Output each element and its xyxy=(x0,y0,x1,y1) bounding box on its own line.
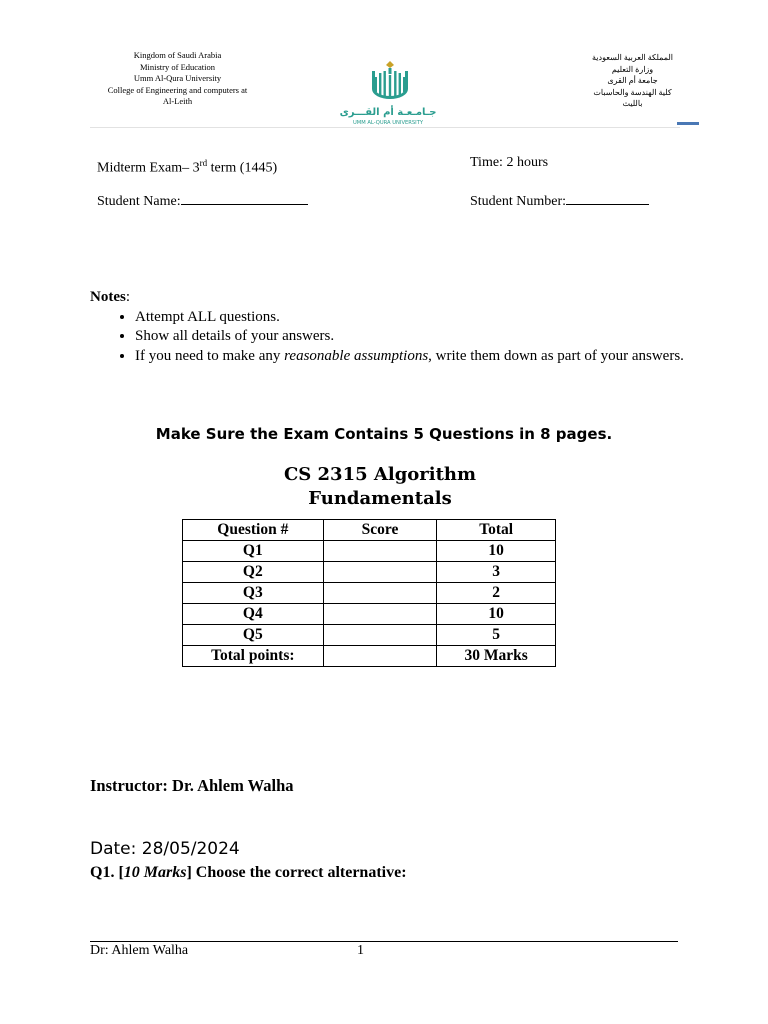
student-number-field[interactable] xyxy=(470,190,649,211)
header-arabic-line: المملكة العربية السعودية xyxy=(592,53,673,62)
score-cell[interactable] xyxy=(323,562,437,583)
notes-item: • If you need to make any reasonable assumptions, write them down as part of your answers. xyxy=(135,347,690,367)
logo-arabic-text: جـامـعـة أم القـــرى xyxy=(339,107,437,118)
question-cell: Q2 xyxy=(183,562,324,583)
total-cell: 10 xyxy=(437,541,556,562)
score-cell[interactable] xyxy=(323,583,437,604)
student-name-blank[interactable] xyxy=(181,190,308,205)
university-logo xyxy=(336,57,440,127)
total-cell: 2 xyxy=(437,583,556,604)
header-arabic-line: بالليث xyxy=(622,99,643,108)
header-question: Question # xyxy=(183,520,324,541)
student-number-blank[interactable] xyxy=(566,190,649,205)
score-table xyxy=(182,519,556,667)
exam-completeness-warning: Make Sure the Exam Contains 5 Questions in 8 pages. xyxy=(155,425,613,443)
header-english-block xyxy=(95,50,260,108)
question-1-heading: Q1. [10 Marks] Choose the correct alternative: xyxy=(90,864,407,881)
table-row xyxy=(183,625,556,646)
header-divider xyxy=(90,127,680,128)
header-english-line: Ministry of Education xyxy=(139,61,216,72)
course-title: CS 2315 Algorithm Fundamentals xyxy=(283,464,477,509)
header-english-line: Umm Al-Qura University xyxy=(133,73,222,83)
total-label-cell: Total points: xyxy=(183,646,324,667)
notes-heading: Notes: xyxy=(90,289,130,305)
exam-time: Time: 2 hours xyxy=(470,155,549,170)
header-english-line: Kingdom of Saudi Arabia xyxy=(133,50,222,60)
score-cell[interactable] xyxy=(323,625,437,646)
instructor-name: Instructor: Dr. Ahlem Walha xyxy=(90,776,294,795)
table-row xyxy=(183,541,556,562)
notes-item: • Show all details of your answers. xyxy=(135,327,690,347)
table-row xyxy=(183,562,556,583)
total-cell: 3 xyxy=(437,562,556,583)
logo-english-text: UMM AL-QURA UNIVERSITY xyxy=(352,120,424,126)
header-arabic-line: كلية الهندسة والحاسبات xyxy=(593,87,672,97)
score-cell[interactable] xyxy=(323,604,437,625)
university-logo-icon xyxy=(336,57,440,127)
question-cell: Q5 xyxy=(183,625,324,646)
header-score: Score xyxy=(323,520,437,541)
question-cell: Q3 xyxy=(183,583,324,604)
exam-title: Midterm Exam– 3rd term (1445) xyxy=(97,158,278,176)
total-marks-cell: 30 Marks xyxy=(437,646,556,667)
header-blue-mark xyxy=(677,122,699,125)
score-cell[interactable] xyxy=(323,541,437,562)
page-number: 1 xyxy=(357,943,364,958)
header-arabic-line: جامعة أم القرى xyxy=(607,76,658,85)
question-cell: Q4 xyxy=(183,604,324,625)
student-name-field[interactable] xyxy=(97,190,308,211)
total-cell: 10 xyxy=(437,604,556,625)
notes-list xyxy=(90,308,690,367)
header-english-line: Al-Leith xyxy=(162,96,193,106)
student-name-label: Student Name: xyxy=(97,194,181,209)
total-cell: 5 xyxy=(437,625,556,646)
notes-section xyxy=(90,288,690,366)
table-row xyxy=(183,583,556,604)
exam-date: Date: 28/05/2024 xyxy=(90,839,240,859)
header-total: Total xyxy=(437,520,556,541)
table-row xyxy=(183,604,556,625)
notes-item: • Attempt ALL questions. xyxy=(135,308,690,328)
student-number-label: Student Number: xyxy=(470,194,567,209)
table-row-total xyxy=(183,646,556,667)
header-english-line: College of Engineering and computers at xyxy=(107,84,248,95)
footer-author: Dr: Ahlem Walha xyxy=(90,943,189,958)
score-cell[interactable] xyxy=(323,646,437,667)
header-arabic-block xyxy=(575,52,690,110)
header-arabic-line: وزارة التعليم xyxy=(611,64,654,74)
question-cell: Q1 xyxy=(183,541,324,562)
score-table-header xyxy=(183,520,556,541)
